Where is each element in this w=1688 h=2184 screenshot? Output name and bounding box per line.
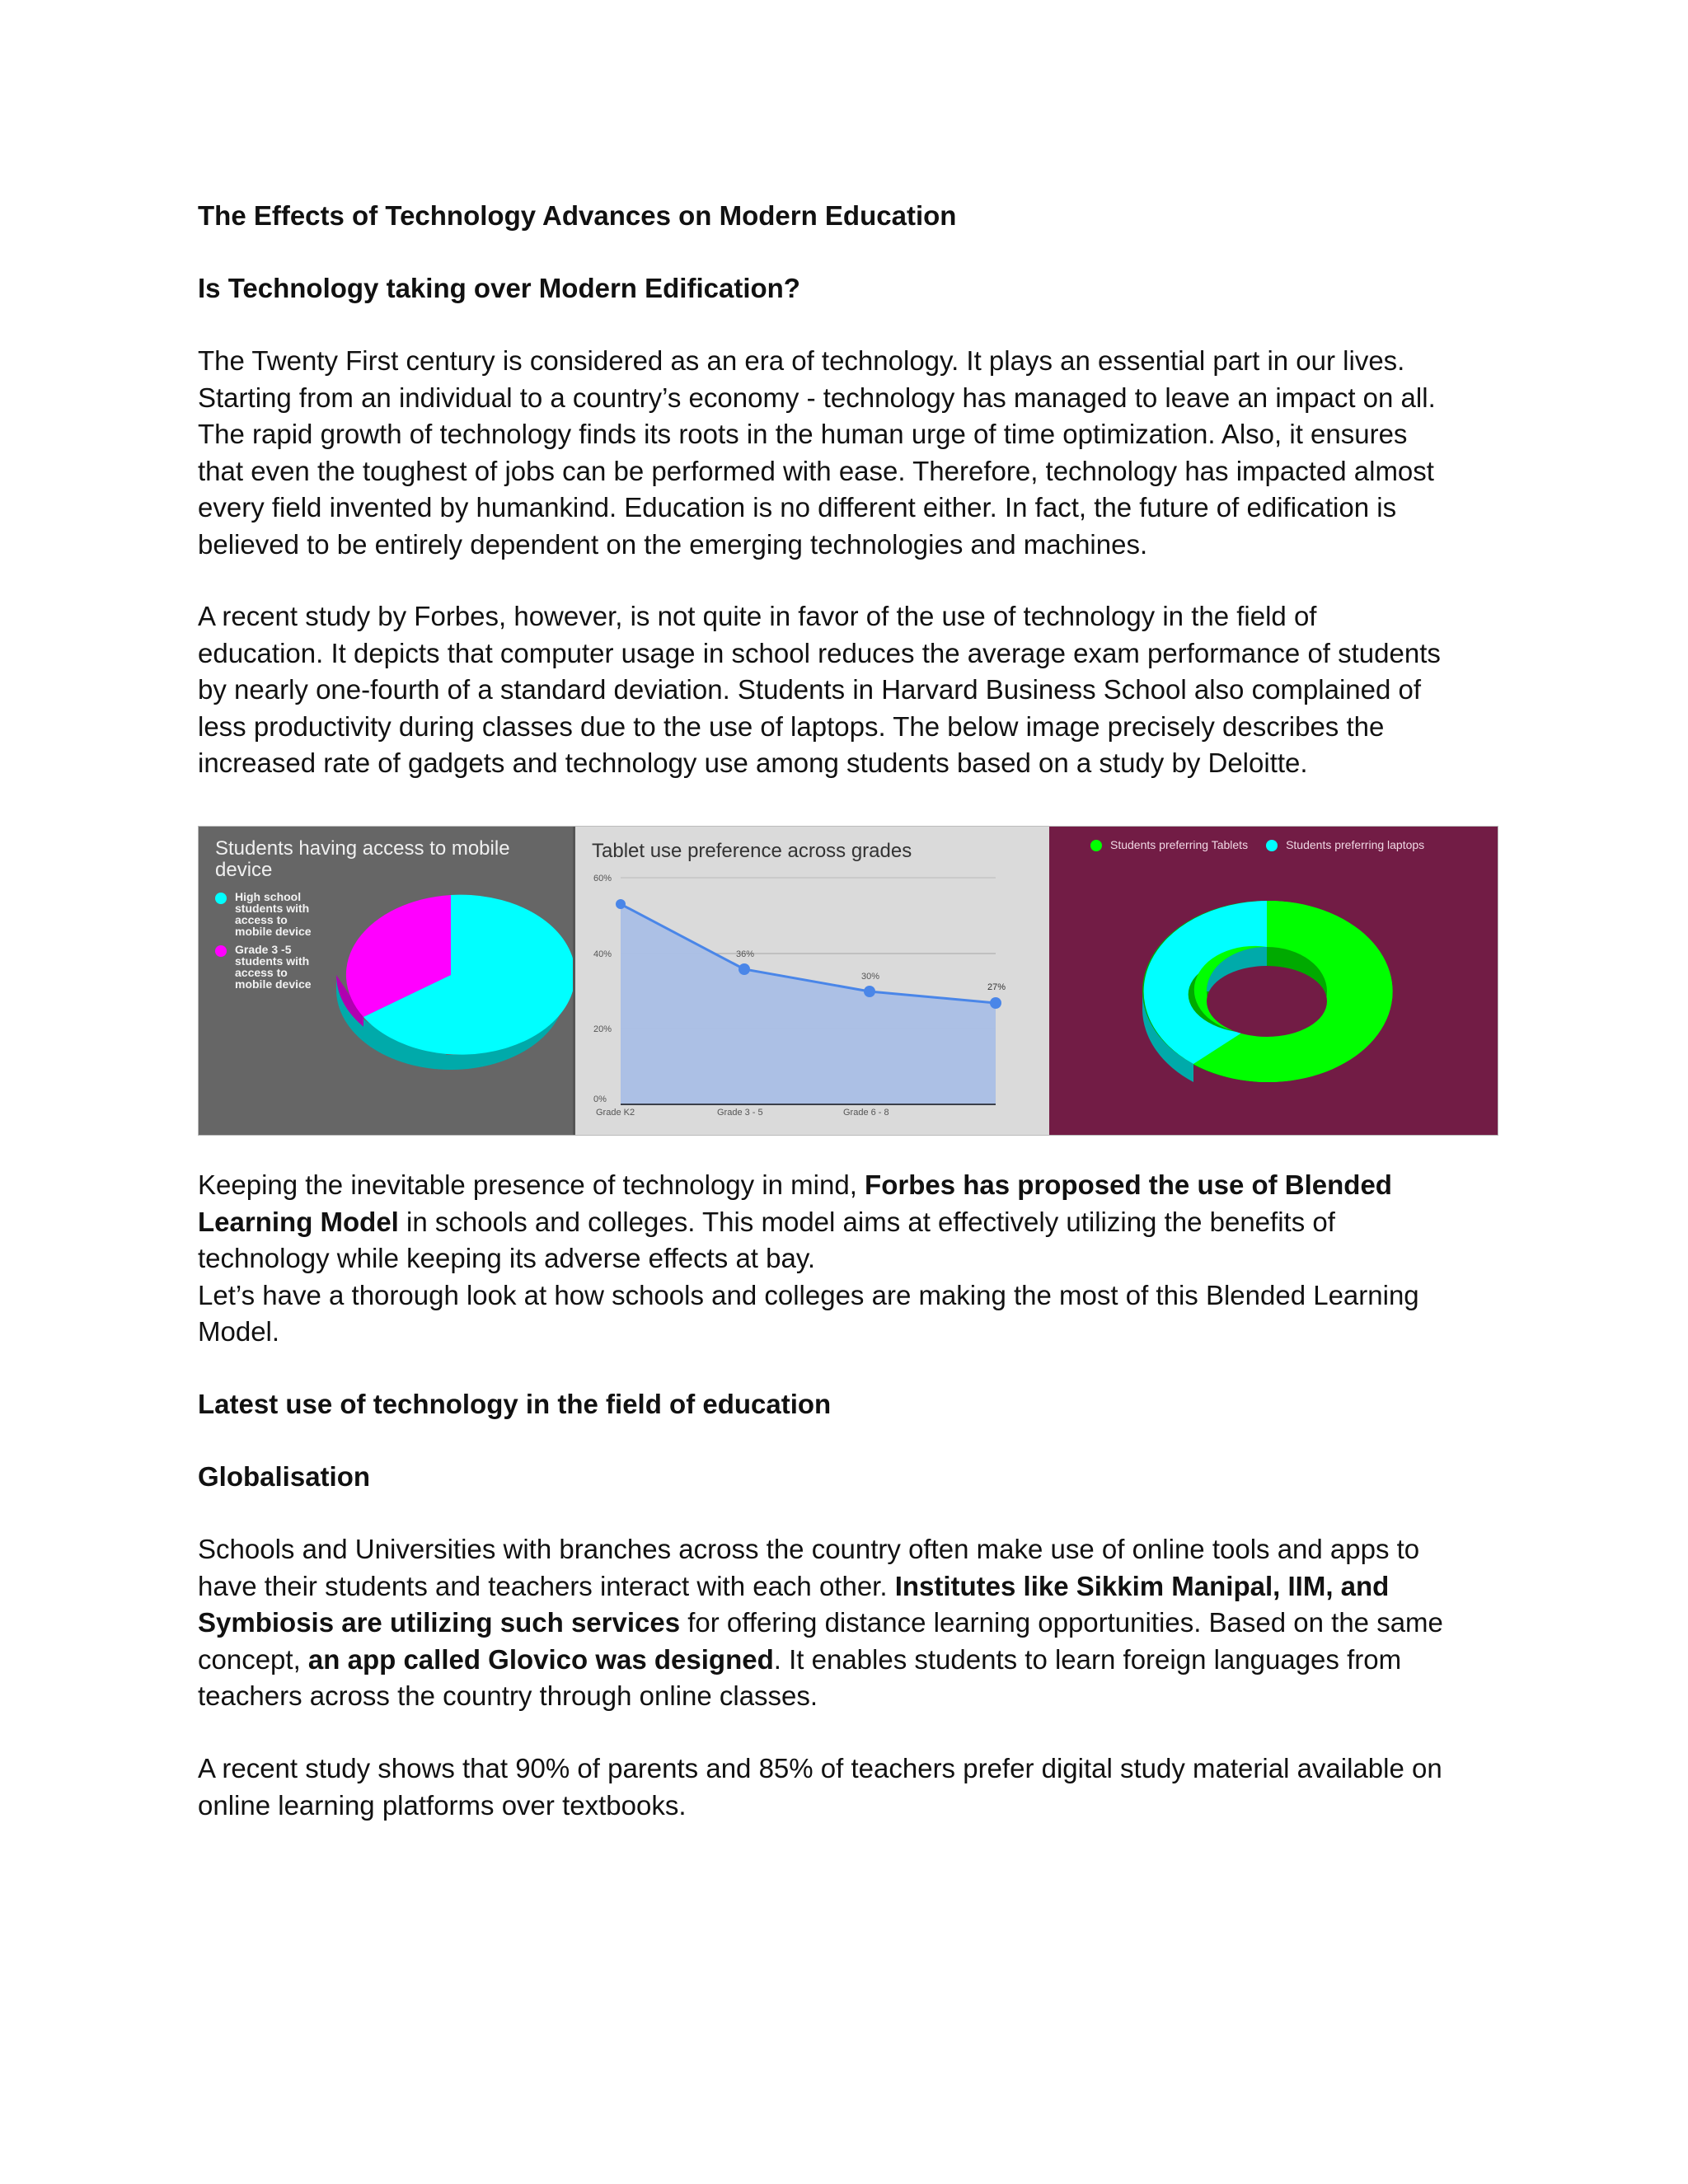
chart-title: Students having access to mobile device xyxy=(215,837,510,881)
text-run: have their students and teachers interact with each other. xyxy=(198,1570,895,1601)
legend-label: Grade 3 -5 students with access to mobile device xyxy=(235,943,312,991)
text-line: A recent study shows that 90% of parents and 85% of teachers prefer digital study material available on xyxy=(198,1753,1442,1783)
text-line: A recent study by Forbes, however, is not quite in favor of the use of technology in the field of xyxy=(198,601,1317,631)
bold-text: Forbes has proposed the use of Blended xyxy=(865,1169,1392,1200)
text-line: The rapid growth of technology finds its roots in the human urge of time optimization. Also, it ensures xyxy=(198,419,1408,449)
y-tick-label: 40% xyxy=(593,949,612,959)
text-run: . It enables students to learn foreign languages from xyxy=(773,1643,1402,1675)
document-subtitle: Is Technology taking over Modern Edification? xyxy=(198,273,800,303)
text-line: believed to be entirely dependent on the emerging technologies and machines. xyxy=(198,528,1148,560)
y-tick-label: 0% xyxy=(593,1094,607,1104)
area-graphic xyxy=(575,827,1049,1137)
bold-text: Institutes like Sikkim Manipal, IIM, and xyxy=(894,1570,1390,1601)
deloitte-infographic xyxy=(198,826,1498,1136)
pie-graphic xyxy=(199,827,573,1137)
text-line: Schools and Universities with branches across the country often make use of online tools and apps to xyxy=(198,1534,1420,1564)
paragraph-globalisation xyxy=(198,1531,1517,1715)
text-line: Model. xyxy=(198,1316,280,1347)
text-line: online learning platforms over textbooks. xyxy=(198,1789,687,1821)
data-label: 30% xyxy=(861,972,880,982)
x-tick-label: Grade 3 - 5 xyxy=(717,1108,763,1118)
text-line: teachers across the country through online classes. xyxy=(198,1680,818,1711)
text-line xyxy=(198,1642,1517,1679)
text-line xyxy=(198,1204,1517,1241)
device-preference-donut-chart xyxy=(1049,827,1498,1135)
y-tick-label: 20% xyxy=(593,1024,612,1034)
paragraph-intro xyxy=(198,343,1517,563)
text-line: increased rate of gadgets and technology use among students based on a study by Deloitte. xyxy=(198,748,1308,778)
paragraph-forbes-study xyxy=(198,598,1517,782)
text-line: Let’s have a thorough look at how schools and colleges are making the most of this Blended Learning xyxy=(198,1279,1419,1310)
heading-globalisation: Globalisation xyxy=(198,1461,371,1492)
legend-label: Students preferring laptops xyxy=(1286,838,1425,851)
heading-latest-use: Latest use of technology in the field of education xyxy=(198,1389,832,1419)
text-run: in schools and colleges. This model aims at effectively utilizing the benefits of xyxy=(398,1206,1335,1237)
text-line xyxy=(198,1167,1517,1204)
data-label: 27% xyxy=(987,982,1006,992)
paragraph-recent-study xyxy=(198,1750,1517,1824)
tablet-preference-area-chart xyxy=(573,827,1049,1135)
text-line: Starting from an individual to a country’s economy - technology has managed to leave an impact on all. xyxy=(198,382,1436,413)
x-tick-label: Grade K2 xyxy=(596,1108,635,1118)
text-line: by nearly one-fourth of a standard deviation. Students in Harvard Business School also complained of xyxy=(198,674,1422,705)
text-line: technology while keeping its adverse effects at bay. xyxy=(198,1243,816,1273)
donut-graphic xyxy=(1049,827,1498,1137)
bold-text: an app called Glovico was designed xyxy=(307,1643,774,1675)
bold-text: Symbiosis are utilizing such services xyxy=(198,1607,681,1638)
text-line: less productivity during classes due to the use of laptops. The below image precisely describes the xyxy=(198,710,1385,742)
text-line: every field invented by humankind. Education is no different either. In fact, the future of edification is xyxy=(198,492,1397,523)
text-line: The Twenty First century is considered as an era of technology. It plays an essential part in our lives. xyxy=(198,345,1405,376)
text-line: education. It depicts that computer usage in school reduces the average exam performance of students xyxy=(198,637,1441,668)
text-run: for offering distance learning opportunities. Based on the same xyxy=(680,1607,1443,1638)
text-run: concept, xyxy=(198,1643,308,1675)
y-tick-label: 60% xyxy=(593,874,612,883)
mobile-access-pie-chart xyxy=(199,827,573,1135)
text-line: that even the toughest of jobs can be performed with ease. Therefore, technology has impacted almost xyxy=(198,455,1434,486)
document-title: The Effects of Technology Advances on Modern Education xyxy=(198,200,957,231)
legend-label: High school students with access to mobile device xyxy=(235,890,312,938)
chart-title: Tablet use preference across grades xyxy=(592,840,912,862)
legend-label: Students preferring Tablets xyxy=(1110,838,1249,851)
data-label: 36% xyxy=(736,949,755,959)
paragraph-blended-learning xyxy=(198,1167,1517,1351)
x-tick-label: Grade 6 - 8 xyxy=(843,1108,889,1118)
text-line xyxy=(198,1605,1517,1642)
bold-text: Learning Model xyxy=(198,1206,399,1237)
text-run: Keeping the inevitable presence of technology in mind, xyxy=(198,1169,865,1200)
text-line xyxy=(198,1568,1517,1605)
